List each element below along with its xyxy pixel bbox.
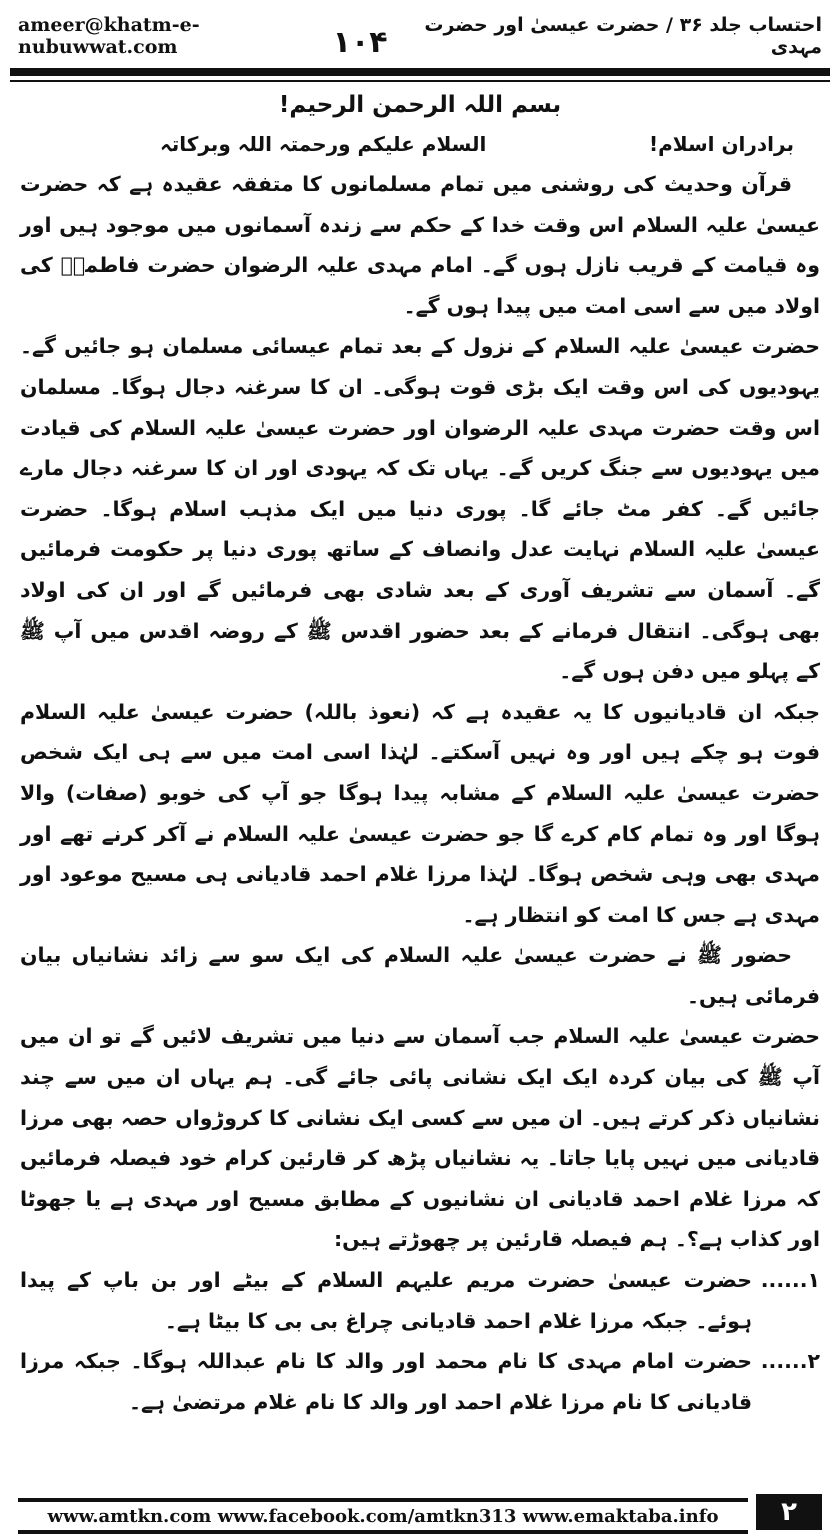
list-item-number: ۱...... bbox=[760, 1268, 820, 1293]
footer-links[interactable]: www.amtkn.com www.facebook.com/amtkn313 www.emaktaba.info bbox=[18, 1502, 748, 1534]
header-right bbox=[333, 14, 822, 58]
list-item-number: ۲...... bbox=[760, 1349, 820, 1374]
greeting-line bbox=[20, 124, 820, 164]
paragraph: قرآن وحدیث کی روشنی میں تمام مسلمانوں کا متفقہ عقیدہ ہے کہ حضرت عیسیٰ علیہ السلام اس وقت خدا کے حکم سے زندہ آسمانوں میں موجود ہیں اور وہ قیامت کے قریب نازل ہوں گے۔ امام مہدی علیہ الرضوان حضرت فاطمہؓ کی اولاد میں سے اسی امت میں پیدا ہوں گے۔ bbox=[20, 172, 820, 318]
paragraph: حضور ﷺ نے حضرت عیسیٰ علیہ السلام کی ایک سو سے زائد نشانیاں بیان فرمائی ہیں۔ bbox=[20, 943, 820, 1008]
header-rule-thin bbox=[10, 80, 830, 82]
greeting-salam: السلام علیکم ورحمتہ اللہ وبرکاتہ bbox=[160, 132, 487, 156]
bismillah-heading: بسم اللہ الرحمن الرحیم! bbox=[278, 92, 562, 118]
footer-page-number: ۲ bbox=[756, 1494, 822, 1530]
list-item-text: حضرت عیسیٰ حضرت مریم علیہم السلام کے بیٹے اور بن باپ کے پیدا ہوئے۔ جبکہ مرزا غلام احمد قادیانی چراغ بی بی کا بیٹا ہے۔ bbox=[20, 1268, 752, 1333]
list-item bbox=[20, 1260, 820, 1341]
list-item-text: حضرت امام مہدی کا نام محمد اور والد کا نام عبداللہ ہوگا۔ جبکہ مرزا قادیانی کا نام مرزا غلام احمد اور والد کا نام غلام مرتضیٰ ہے۔ bbox=[20, 1349, 752, 1414]
header-rule-thick bbox=[10, 68, 830, 76]
paragraph: حضرت عیسیٰ علیہ السلام جب آسمان سے دنیا میں تشریف لائیں گے تو ان میں آپ ﷺ کی بیان کردہ ایک ایک نشانی پائی جائے گی۔ ہم یہاں ان میں سے چند نشانیاں ذکر کرتے ہیں۔ ان میں سے کسی ایک نشانی کا کروڑواں حصہ بھی مرزا قادیانی میں نہیں پایا جاتا۔ یہ نشانیاں پڑھ کر قارئین کرام خود فیصلہ فرمائیں کہ مرزا غلام احمد قادیانی ان نشانیوں کے مطابق مسیح اور مہدی ہے یا جھوٹا اور کذاب ہے؟۔ ہم فیصلہ قارئین پر چھوڑتے ہیں: bbox=[20, 1024, 820, 1252]
header-title: احتساب جلد ۳۶ / حضرت عیسیٰ اور حضرت مہدی bbox=[424, 14, 822, 58]
header-page-number: ۱۰۴ bbox=[332, 25, 388, 60]
list-item bbox=[20, 1341, 820, 1422]
paragraph: حضرت عیسیٰ علیہ السلام کے نزول کے بعد تمام عیسائی مسلمان ہو جائیں گے۔ یہودیوں کی اس وقت ایک بڑی قوت ہوگی۔ ان کا سرغنہ دجال ہوگا۔ مسلمان اس وقت حضرت مہدی علیہ الرضوان اور حضرت عیسیٰ علیہ السلام کی قیادت میں یہودیوں سے جنگ کریں گے۔ یہاں تک کہ یہودی اور ان کا سرغنہ دجال مارے جائیں گے۔ کفر مٹ جائے گا۔ پوری دنیا میں ایک مذہب اسلام ہوگا۔ حضرت عیسیٰ علیہ السلام نہایت عدل وانصاف کے ساتھ پوری دنیا پر حکومت فرمائیں گے۔ آسمان سے تشریف آوری کے بعد شادی بھی فرمائیں گے اور ان کی اولاد بھی ہوگی۔ انتقال فرمانے کے بعد حضور اقدس ﷺ کے روضہ اقدس میں آپ ﷺ کے پہلو میں دفن ہوں گے۔ bbox=[20, 334, 820, 684]
greeting-brothers: برادران اسلام! bbox=[649, 132, 794, 156]
header-email[interactable]: ameer@khatm-e-nubuwwat.com bbox=[18, 14, 200, 58]
page-header bbox=[18, 14, 822, 60]
paragraph: جبکہ ان قادیانیوں کا یہ عقیدہ ہے کہ (نعوذ باللہ) حضرت عیسیٰ علیہ السلام فوت ہو چکے ہیں اور وہ نہیں آسکتے۔ لہٰذا اسی امت میں سے ہی ایک شخص حضرت عیسیٰ علیہ السلام کے مشابہ پیدا ہوگا جو آپ کی خوبو (صفات) والا ہوگا اور وہ تمام کام کرے گا جو حضرت عیسیٰ علیہ السلام نے آکر کرنے تھے اور مہدی بھی وہی شخص ہوگا۔ لہٰذا مرزا غلام احمد قادیانی ہی مسیح موعود اور مہدی ہے جس کا امت کو انتظار ہے۔ bbox=[20, 699, 820, 927]
document-body bbox=[20, 86, 820, 1422]
page-footer bbox=[18, 1494, 822, 1530]
